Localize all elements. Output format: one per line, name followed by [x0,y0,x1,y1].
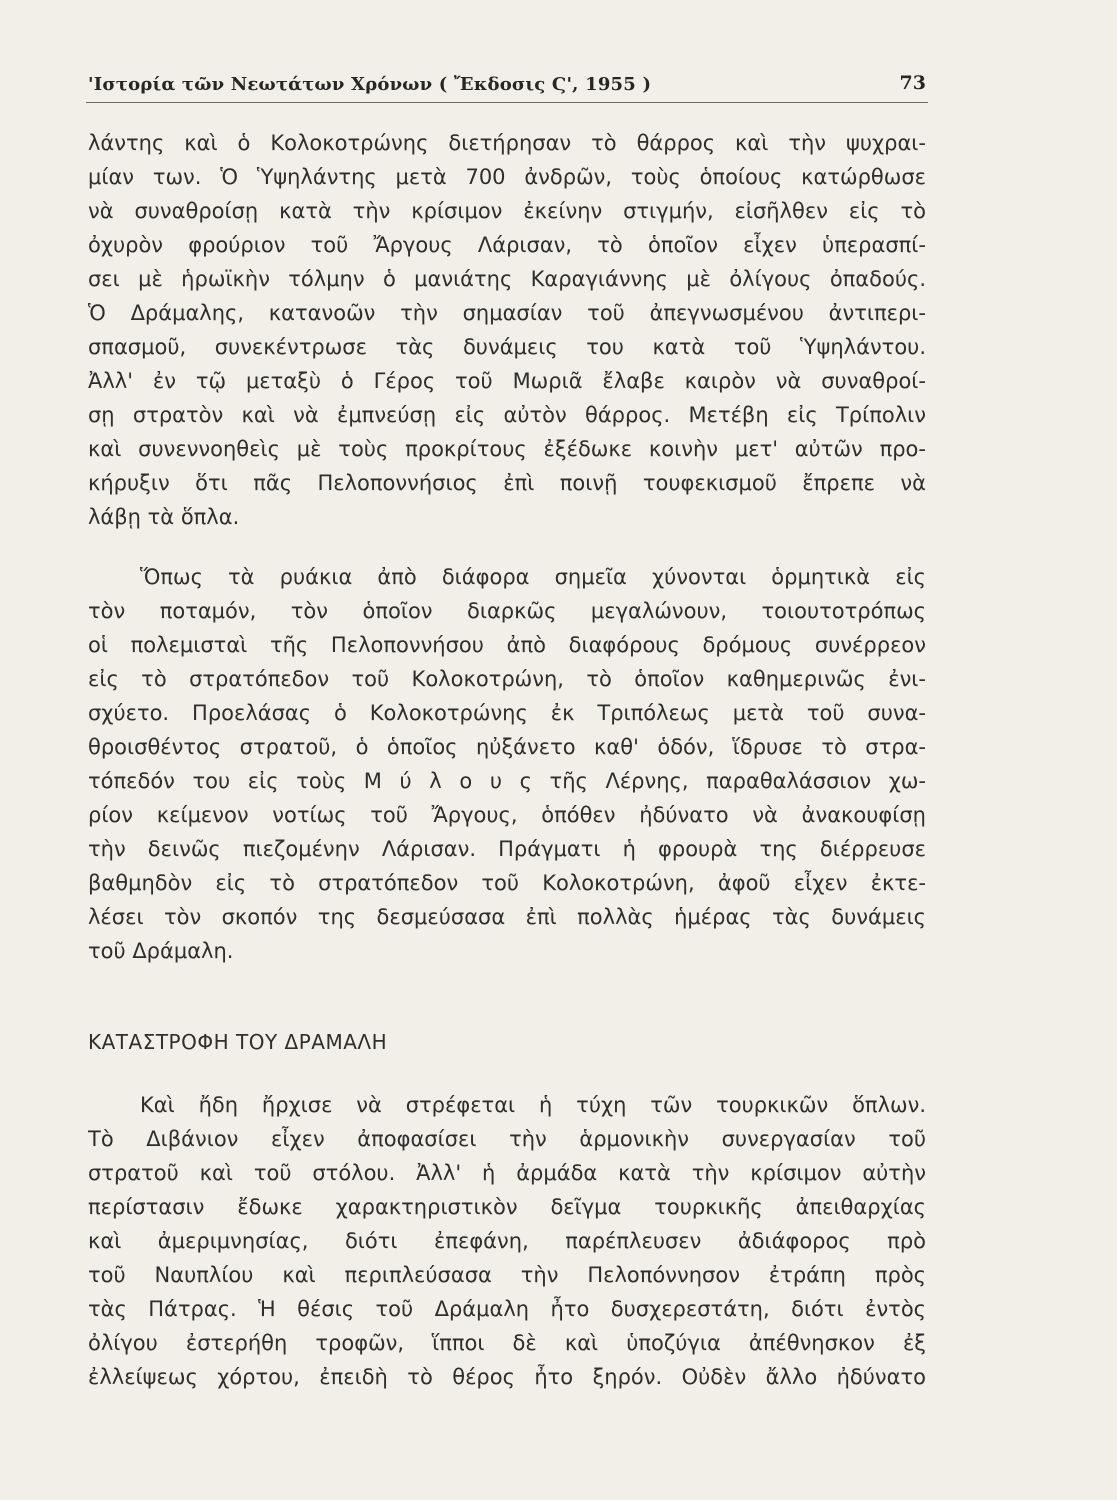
paragraph-2 [88,560,926,968]
text-line: λέσει τὸν σκοπόν της δεσμεύσασα ἐπὶ πολλὰς ἡμέρας τὰς δυνάμεις [88,905,926,929]
text-line: κήρυξιν ὅτι πᾶς Πελοποννήσιος ἐπὶ ποινῇ τουφεκισμοῦ ἔπρεπε νὰ [88,471,926,495]
page-number: 73 [899,72,926,94]
text-line: καὶ ἀμεριμνησίας, διότι ἐπεφάνη, παρέπλευσεν ἀδιάφορος πρὸ [88,1229,926,1253]
header-rule [86,102,928,103]
text-line: σπασμοῦ, συνεκέντρωσε τὰς δυνάμεις του κατὰ τοῦ Ὑψηλάντου. [88,335,926,359]
text-line: θροισθέντος στρατοῦ, ὁ ὁποῖος ηὐξάνετο καθ' ὁδόν, ἵδρυσε τὸ στρα- [88,735,926,759]
text-line: βαθμηδὸν εἰς τὸ στρατόπεδον τοῦ Κολοκοτρώνη, ἀφοῦ εἶχεν ἐκτε- [88,871,926,895]
text-line: ὀλίγου ἐστερήθη τροφῶν, ἵπποι δὲ καὶ ὑποζύγια ἀπέθνησκον ἐξ [88,1331,926,1355]
text-line: ὀχυρὸν φρούριον τοῦ Ἄργους Λάρισαν, τὸ ὁποῖον εἶχεν ὑπερασπί- [88,233,926,257]
text-line: καὶ συνεννοηθεὶς μὲ τοὺς προκρίτους ἐξέδωκε κοινὴν μετ' αὐτῶν προ- [88,437,926,461]
text-line: στρατοῦ καὶ τοῦ στόλου. Ἀλλ' ἡ ἀρμάδα κατὰ τὴν κρίσιμον αὐτὴν [88,1161,926,1185]
text-line: μίαν των. Ὁ Ὑψηλάντης μετὰ 700 ἀνδρῶν, τοὺς ὁποίους κατώρθωσε [88,165,926,189]
text-line: τὴν δεινῶς πιεζομένην Λάρισαν. Πράγματι ἡ φρουρὰ της διέρρευσε [88,837,926,861]
text-line: Καὶ ἤδη ἤρχισε νὰ στρέφεται ἡ τύχη τῶν τουρκικῶν ὅπλων. [140,1093,926,1117]
text-line: περίστασιν ἔδωκε χαρακτηριστικὸν δεῖγμα τουρκικῆς ἀπειθαρχίας [88,1195,926,1219]
paragraph-1 [88,126,926,534]
text-line: Ἀλλ' ἐν τῷ μεταξὺ ὁ Γέρος τοῦ Μωριᾶ ἔλαβε καιρὸν νὰ συναθροί- [88,369,926,393]
text-line: εἰς τὸ στρατόπεδον τοῦ Κολοκοτρώνη, τὸ ὁποῖον καθημερινῶς ἐνι- [88,667,926,691]
book-title: 'Ιστορία τῶν Νεωτάτων Χρόνων ( Ἔκδοσις Ϛ', 1955 ) [88,74,652,95]
text-line: σῃ στρατὸν καὶ νὰ ἐμπνεύσῃ εἰς αὐτὸν θάρρος. Μετέβη εἰς Τρίπολιν [88,403,926,427]
text-line: οἱ πολεμισταὶ τῆς Πελοποννήσου ἀπὸ διαφόρους δρόμους συνέρρεον [88,633,926,657]
text-line: σει μὲ ἡρωϊκὴν τόλμην ὁ μανιάτης Καραγιάννης μὲ ὀλίγους ὀπαδούς. [88,267,926,291]
paragraph-3 [88,1088,926,1394]
text-line: σχύετο. Προελάσας ὁ Κολοκοτρώνης ἐκ Τριπόλεως μετὰ τοῦ συνα- [88,701,926,725]
text-line: λάβῃ τὰ ὅπλα. [88,505,240,529]
section-heading: ΚΑΤΑΣΤΡΟΦΗ ΤΟΥ ΔΡΑΜΑΛΗ [88,1030,388,1054]
text-line: τὸν ποταμόν, τὸν ὁποῖον διαρκῶς μεγαλώνουν, τοιουτοτρόπως [88,599,926,623]
text-line: τὰς Πάτρας. Ἡ θέσις τοῦ Δράμαλη ἦτο δυσχερεστάτη, διότι ἐντὸς [88,1297,926,1321]
text-line: ἐλλείψεως χόρτου, ἐπειδὴ τὸ θέρος ἦτο ξηρόν. Οὐδὲν ἄλλο ἠδύνατο [88,1365,926,1389]
text-line: λάντης καὶ ὁ Κολοκοτρώνης διετήρησαν τὸ θάρρος καὶ τὴν ψυχραι- [88,131,926,155]
running-header [88,72,926,102]
text-line: Ὅπως τὰ ρυάκια ἀπὸ διάφορα σημεῖα χύνονται ὁρμητικὰ εἰς [140,565,926,589]
text-line: νὰ συναθροίσῃ κατὰ τὴν κρίσιμον ἐκείνην στιγμήν, εἰσῆλθεν εἰς τὸ [88,199,926,223]
text-line: τοῦ Ναυπλίου καὶ περιπλεύσασα τὴν Πελοπόννησον ἐτράπη πρὸς [88,1263,926,1287]
text-line: ρίον κείμενον νοτίως τοῦ Ἄργους, ὁπόθεν ἠδύνατο νὰ ἀνακουφίσῃ [88,803,926,827]
text-line: Τὸ Διβάνιον εἶχεν ἀποφασίσει τὴν ἁρμονικὴν συνεργασίαν τοῦ [88,1127,926,1151]
text-line: Ὁ Δράμαλης, κατανοῶν τὴν σημασίαν τοῦ ἀπεγνωσμένου ἀντιπερι- [88,301,926,325]
text-line: τοῦ Δράμαλη. [88,939,234,963]
text-line: τόπεδόν του εἰς τοὺς Μ ύ λ ο υ ς τῆς Λέρνης, παραθαλάσσιον χω- [88,769,926,793]
